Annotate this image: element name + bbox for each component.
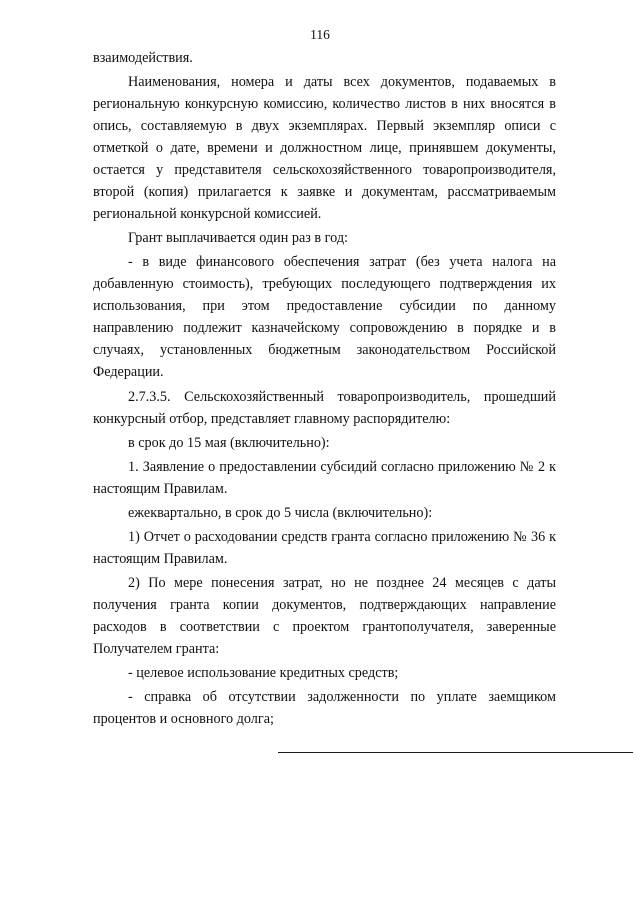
- paragraph-deadline-may: в срок до 15 мая (включительно):: [128, 435, 330, 451]
- footer-divider: [278, 752, 633, 753]
- paragraph-grant-payment: Грант выплачивается один раз в год:: [128, 230, 348, 246]
- page-number: 116: [310, 27, 330, 42]
- paragraph-application: 1. Заявление о предоставлении субсидий согласно приложению № 2 к настоящим Правилам.: [93, 459, 556, 497]
- paragraph-documents-inventory: Наименования, номера и даты всех документов, подаваемых в региональную конкурсную комиссию, количество листов в них вносятся в опись, составляемую в двух экземплярах. Первый экземпляр описи с отметкой о дате, времени и должностном лице, принявшем документы, остается у представителя сельскохозяйственного товаропроизводителя, второй (копия) прилагается к заявке и документам, рассматриваемым региональной конкурсной комиссией.: [93, 74, 556, 222]
- paragraph-debt-certificate: - справка об отсутствии задолженности по уплате заемщиком процентов и основного долга;: [93, 689, 556, 727]
- paragraph-section-2-7-3-5: 2.7.3.5. Сельскохозяйственный товаропроизводитель, прошедший конкурсный отбор, представляет главному распорядителю:: [93, 389, 556, 427]
- paragraph-credit-use: - целевое использование кредитных средств;: [128, 665, 399, 681]
- paragraph-quarterly: ежеквартально, в срок до 5 числа (включительно):: [128, 505, 433, 521]
- paragraph-financial-support: - в виде финансового обеспечения затрат (без учета налога на добавленную стоимость), требующих последующего подтверждения их использования, при этом предоставление субсидии по данному направлению подлежит казначейскому сопровождению в порядке и в случаях, установленных бюджетным законодательством Российской Федерации.: [93, 254, 556, 380]
- paragraph-cost-documents: 2) По мере понесения затрат, но не позднее 24 месяцев с даты получения гранта копии документов, подтверждающих направление расходов в соответствии с проектом грантополучателя, заверенные Получателем гранта:: [93, 575, 556, 657]
- paragraph-continuation: взаимодействия.: [93, 50, 193, 66]
- paragraph-expense-report: 1) Отчет о расходовании средств гранта согласно приложению № 36 к настоящим Правилам.: [93, 529, 556, 567]
- document-body: [93, 44, 556, 732]
